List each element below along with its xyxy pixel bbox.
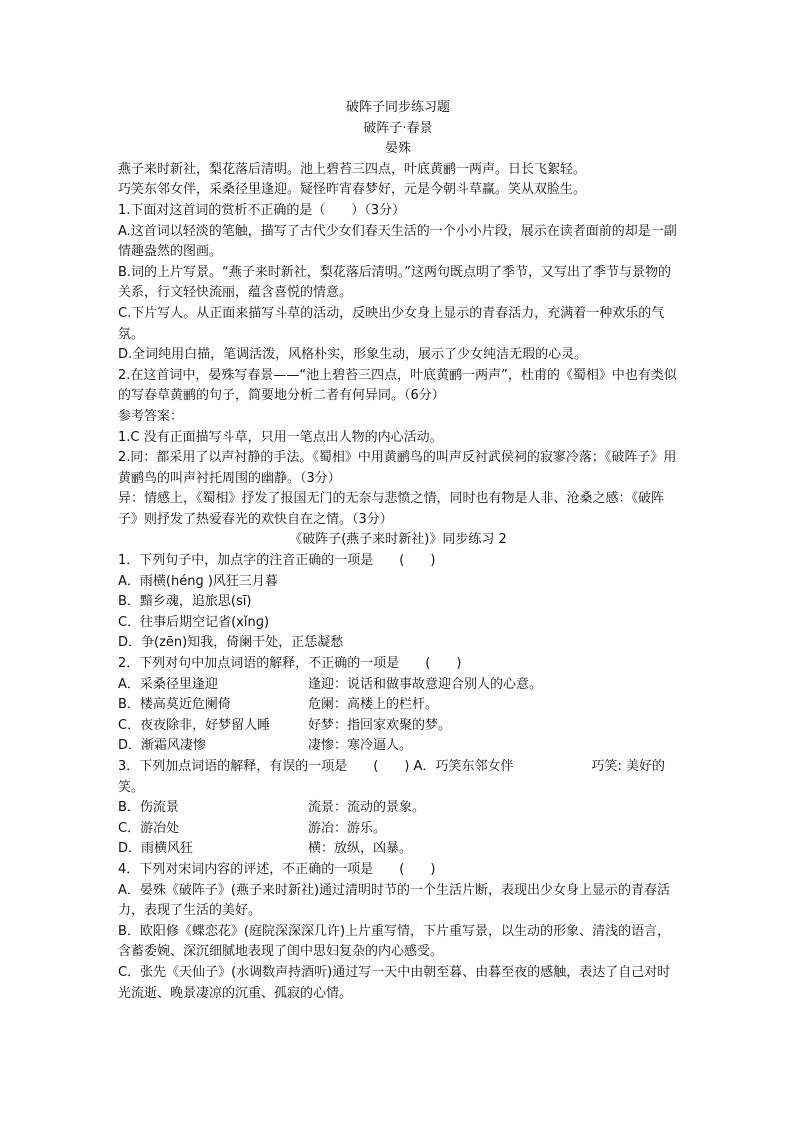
p2-q3-row-c — [118, 819, 678, 840]
answer-1: 1.C 没有正面描写斗草，只用一笔点出人物的内心活动。 — [118, 429, 443, 445]
q1-option-a: A.这首词以轻淡的笔触，描写了古代少女们春天生活的一个小小片段，展示在读者面前的却是一副情趣盎然的图画。 — [118, 223, 677, 260]
poem-line-2: 巧笑东邻女伴，采桑径里逢迎。疑怪昨宵春梦好，元是今朝斗草赢。笑从双脸生。 — [118, 182, 587, 198]
p2-q2-option-b: B．楼高莫近危阑倚 — [118, 697, 231, 713]
poem-author: 晏殊 — [384, 141, 411, 157]
doc-title: 破阵子同步练习题 — [345, 100, 450, 115]
p2-q1-stem: 1．下列句子中，加点字的注音正确的一项是 ( ) — [118, 553, 436, 569]
p2-q2-explain-a: 逢迎：说话和做事故意迎合别人的心意。 — [308, 676, 543, 692]
p2-q1-option-b: B．黯乡魂，追旅思(sī) — [118, 594, 252, 610]
document-content — [118, 98, 678, 1004]
p2-q2-option-a: A．采桑径里逢迎 — [118, 676, 218, 692]
poem-title: 破阵子·春景 — [363, 120, 433, 136]
p2-q3-explain-d: 横：放纵，凶暴。 — [308, 841, 413, 857]
p2-q2-explain-c: 好梦：指回家欢聚的梦。 — [308, 717, 452, 733]
p2-q3-option-d: D．雨横风狂 — [118, 841, 194, 857]
p2-q3-row-b — [118, 798, 678, 819]
q1-option-d: D.全词纯用白描，笔调活泼，风格朴实，形象生动，展示了少女纯洁无瑕的心灵。 — [118, 347, 588, 363]
poem-line-1: 燕子来时新社，梨花落后清明。池上碧苔三四点，叶底黄鹂一两声。日长飞絮轻。 — [118, 161, 587, 177]
answers-heading: 参考答案： — [118, 408, 184, 424]
p2-q2-row-a — [118, 675, 678, 696]
p2-q4-option-b: B．欧阳修《蝶恋花》(庭院深深深几许)上片重写情，下片重写景，以生动的形象、清浅的语言，含蓄委婉、深沉细腻地表现了闺中思妇复杂的内心感受。 — [118, 923, 671, 960]
p2-q2-row-b — [118, 695, 678, 716]
p2-q2-stem: 2．下列对句中加点词语的解释，不正确的一项是 ( ) — [118, 656, 462, 672]
p2-q2-option-c: C．夜夜除非，好梦留人睡 — [118, 717, 271, 733]
answer-2-diff: 异：情感上，《蜀相》抒发了报国无门的无奈与悲愤之情，同时也有物是人非、沧桑之感：《破阵子》则抒发了热爱春光的欢快自在之情。（3分） — [118, 491, 665, 527]
p2-q2-row-d — [118, 736, 678, 757]
p2-q1-option-d: D．争(zēn)知我，倚阑干处，正恁凝愁 — [118, 635, 344, 651]
p2-q1-option-a: A．雨横(hénɡ )风狂三月暮 — [118, 573, 278, 589]
q1-option-b: B.词的上片写景。“燕子来时新社，梨花落后清明。”这两句既点明了季节，又写出了季节与景物的关系，行文轻快流丽，蕴含喜悦的情意。 — [118, 264, 672, 301]
p2-q3-explain-c: 游冶：游乐。 — [308, 820, 387, 836]
p2-q3-stem: 3．下列加点词语的解释，有误的一项是 ( ) A．巧笑东邻女伴 巧笑: 美好的笑。 — [118, 759, 665, 795]
q2-stem: 2.在这首词中，晏殊写春景——“池上碧苔三四点，叶底黄鹂一两声”，杜甫的《蜀相》中也有类似的写春草黄鹂的句子，简要地分析二者有何异同。（6分） — [118, 367, 677, 404]
p2-q3-row-d — [118, 839, 678, 860]
p2-q3-option-b: B．伤流景 — [118, 800, 179, 816]
part2-title: 《破阵子(燕子来时新社)》同步练习 2 — [289, 532, 507, 548]
p2-q2-explain-d: 凄惨：寒冷逼人。 — [308, 738, 413, 754]
q1-option-c: C.下片写人。从正面来描写斗草的活动，反映出少女身上显示的青春活力，充满着一种欢乐的气氛。 — [118, 305, 665, 342]
p2-q4-stem: 4．下列对宋词内容的评述，不正确的一项是 ( ) — [118, 861, 436, 877]
p2-q4-option-c: C．张先《天仙子》(水调数声持酒听)通过写一天中由朝至暮、由暮至夜的感触，表达了自己对时光流逝、晚景凄凉的沉重、孤寂的心情。 — [118, 964, 671, 1001]
p2-q1-option-c: C．往事后期空记省(xǐnɡ) — [118, 614, 270, 630]
q1-stem: 1.下面对这首词的赏析不正确的是（ ）（3分） — [118, 202, 406, 218]
p2-q3-explain-b: 流景：流动的景象。 — [308, 800, 426, 816]
p2-q4-option-a: A．晏殊《破阵子》(燕子来时新社)通过清明时节的一个生活片断，表现出少女身上显示的青春活力，表现了生活的美好。 — [118, 882, 671, 919]
p2-q2-explain-b: 危阑：高楼上的栏杆。 — [308, 697, 439, 713]
p2-q3-option-c: C．游冶处 — [118, 820, 180, 836]
p2-q2-option-d: D．渐霜风凄惨 — [118, 738, 207, 754]
p2-q2-row-c — [118, 716, 678, 737]
answer-2-same: 2.同：都采用了以声衬静的手法。《蜀相》中用黄鹂鸟的叫声反衬武侯祠的寂寥冷落；《破阵子》用黄鹂鸟的叫声衬托周围的幽静。（3分） — [118, 450, 677, 486]
